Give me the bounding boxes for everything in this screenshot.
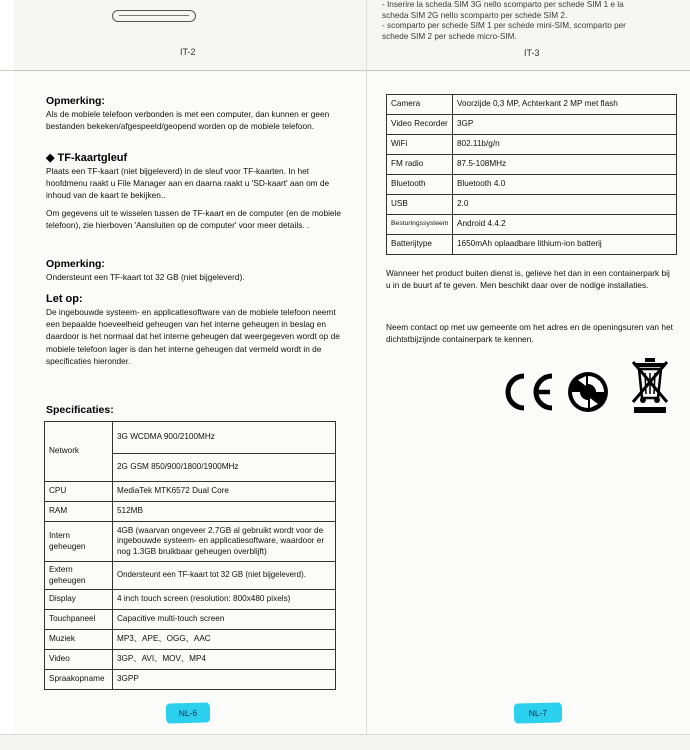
table-row	[387, 95, 677, 115]
spec-value: Voorzijde 0,3 MP, Achterkant 2 MP met flash	[453, 95, 677, 115]
tf-text-2: Om gegevens uit te wisselen tussen de TF-kaart en de computer (en de mobiele telefoon), zie hierboven 'Aansluiten op de computer' voor meer details. .	[46, 207, 342, 230]
contact-text: Neem contact op met uw gemeente om het adres en de openingsuren van het dichtstbijzijnde containerpark te kennen.	[386, 322, 673, 345]
spec-label: FM radio	[387, 155, 453, 175]
table-row	[387, 175, 677, 195]
spec-value: 3G WCDMA 900/2100MHz	[113, 422, 336, 454]
note-text: Als de mobiele telefoon verbonden is met een computer, dan kunnen er geen bestanden bekeken/afgespeeld/geopend worden op de mobiele telefoon.	[46, 109, 330, 132]
note-title: Opmerking:	[46, 95, 105, 107]
tf-text-1: Plaats een TF-kaart (niet bijgeleverd) in de sleuf voor TF-kaarten. In het hoofdmenu raakt u File Manager aan en daarna raakt u 'SD-kaart' aan om de inhoud van de kaart te bekijken..	[46, 166, 330, 201]
table-row	[45, 610, 336, 630]
disposal-text: Wanneer het product buiten dienst is, gelieve het dan in een containerpark bij u in de buurt af te geven. Men beschikt daar over de nodige installaties.	[386, 268, 670, 291]
table-row	[45, 522, 336, 562]
spec-table-left	[44, 421, 336, 690]
it-line: schede SIM 2 per schede micro-SIM.	[382, 31, 517, 41]
spec-label: Spraakopname	[45, 670, 113, 690]
it-line: - scomparto per schede SIM 1 per schede mini-SIM, scomparto per	[382, 21, 626, 30]
spec-label: Touchpaneel	[45, 610, 113, 630]
spec-value: MediaTek MTK6572 Dual Core	[113, 482, 336, 502]
warning-text: De ingebouwde systeem- en applicatiesoftware van de mobiele telefoon neemt een bepaalde hoeveelheid geheugen van het interne geheugen in beslag en daardoor is het normaal dat het interne geheugen dat weergegeven wordt op de mobiele telefoon lager is dan het interne geheugen dat vermeld wordt in de specificaties hieronder.	[46, 307, 340, 366]
spec-value: Android 4.4.2	[453, 215, 677, 235]
spec-table-right	[386, 94, 677, 255]
spec-label: Network	[45, 422, 113, 482]
fold-line	[0, 70, 690, 71]
page-label-nl7: NL-7	[514, 702, 563, 723]
table-row	[45, 650, 336, 670]
spec-label: Intern geheugen	[45, 522, 113, 562]
spec-value: 3GPP	[113, 670, 336, 690]
spec-value: 3GP	[453, 115, 677, 135]
table-row	[45, 590, 336, 610]
note-title: Opmerking:	[46, 258, 105, 270]
spec-label: USB	[387, 195, 453, 215]
spec-value: 512MB	[113, 502, 336, 522]
warning-section	[46, 293, 346, 367]
table-row	[387, 135, 677, 155]
spec-label: Besturingssysteem	[387, 215, 453, 235]
page-label-nl6: NL-6	[166, 702, 211, 723]
spec-label: CPU	[45, 482, 113, 502]
spec-value: 1650mAh oplaadbare lithium-ion batterij	[453, 235, 677, 255]
spec-label: Display	[45, 590, 113, 610]
note-section-1	[46, 95, 346, 132]
spec-label: Batterijtype	[387, 235, 453, 255]
page-label-it3: IT-3	[524, 48, 540, 58]
spec-value: 3GP、AVI、MOV、MP4	[113, 650, 336, 670]
it-line: - Inserire la scheda SIM 3G nello scomparto per schede SIM 1 e la	[382, 0, 624, 9]
page-label-it2: IT-2	[180, 47, 196, 57]
spec-value: 2.0	[453, 195, 677, 215]
it-line: scheda SIM 2G nello scomparto per schede SIM 2.	[382, 10, 568, 20]
tf-section	[46, 152, 346, 231]
spec-value: 2G GSM 850/900/1800/1900MHz	[113, 454, 336, 482]
warning-title: Let op:	[46, 293, 83, 305]
table-row	[45, 630, 336, 650]
ce-mark-icon	[502, 370, 558, 414]
table-row	[387, 195, 677, 215]
table-row	[387, 155, 677, 175]
diamond-bullet-icon: ◆	[46, 152, 58, 164]
table-row	[45, 562, 336, 590]
spec-title: Specificaties:	[46, 404, 114, 416]
center-fold	[366, 0, 367, 738]
note-text: Ondersteunt een TF-kaart tot 32 GB (niet bijgeleverd).	[46, 272, 245, 282]
spec-value: Ondersteunt een TF-kaart tot 32 GB (niet bijgeleverd).	[113, 562, 336, 590]
table-row	[45, 482, 336, 502]
tf-title: TF-kaartgleuf	[57, 152, 128, 164]
spec-value: Bluetooth 4.0	[453, 175, 677, 195]
spec-label: Extern geheugen	[45, 562, 113, 590]
spec-label: Muziek	[45, 630, 113, 650]
spec-label: Camera	[387, 95, 453, 115]
green-dot-icon	[566, 370, 610, 414]
spec-value: 802.11b/g/n	[453, 135, 677, 155]
table-row	[45, 502, 336, 522]
spec-value: 4 inch touch screen (resolution: 800x480 pixels)	[113, 590, 336, 610]
spec-label: RAM	[45, 502, 113, 522]
spec-value: Capacitive multi-touch screen	[113, 610, 336, 630]
weee-bin-icon	[630, 356, 670, 414]
table-row	[387, 235, 677, 255]
spec-value: 4GB (waarvan ongeveer 2.7GB al gebruikt wordt voor de ingebouwde systeem- en applicatiesoftware, waardoor er nog 1.3GB bruikbaar geheugen overblijft)	[113, 522, 336, 562]
spec-label: Video Recorder	[387, 115, 453, 135]
card-slot-illustration	[112, 10, 196, 22]
table-row	[387, 215, 677, 235]
table-row	[45, 670, 336, 690]
italian-instructions	[382, 0, 672, 42]
tf-heading	[46, 152, 346, 165]
spec-label: Video	[45, 650, 113, 670]
spec-label: WiFi	[387, 135, 453, 155]
spec-label: Bluetooth	[387, 175, 453, 195]
table-row	[387, 115, 677, 135]
page-edge	[0, 734, 690, 750]
spec-value: MP3、APE、OGG、AAC	[113, 630, 336, 650]
note-section-2	[46, 258, 346, 283]
spec-value: 87.5-108MHz	[453, 155, 677, 175]
